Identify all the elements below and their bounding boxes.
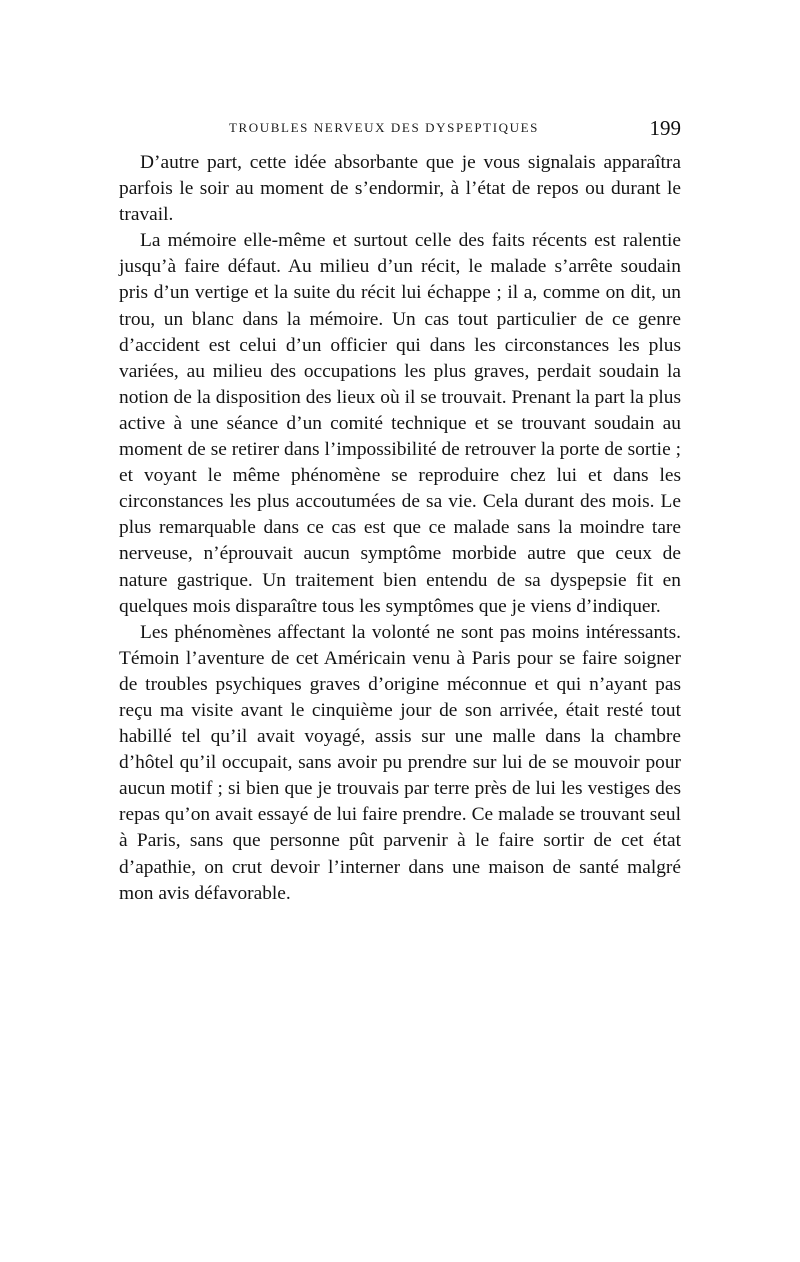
paragraph: La mémoire elle-même et surtout celle des faits récents est ralentie jusqu’à faire défaut. Au milieu d’un récit, le malade s’arrête soudain pris d’un vertige et la suite du récit lui échappe ; il a, comme on dit, un trou, un blanc dans la mémoire. Un cas tout particulier de ce genre d’accident est celui d’un officier qui dans les circonstances les plus variées, au milieu des occupations les plus graves, perdait soudain la notion de la disposition des lieux où il se trouvait. Prenant la part la plus active à une séance d’un comité technique et se trouvant soudain au moment de se retirer dans l’impossibilité de retrouver la porte de sortie ; et voyant le même phénomène se reproduire chez lui et dans les circonstances les plus accoutumées de sa vie. Cela durant des mois. Le plus remarquable dans ce cas est que ce malade sans la moindre tare nerveuse, n’éprouvait aucun symptôme morbide autre que ceux de nature gastrique. Un traitement bien entendu de sa dyspepsie fit en quelques mois disparaître tous les symptômes que je viens d’indiquer. bbox=[119, 230, 681, 617]
paragraph: Les phénomènes affectant la volonté ne sont pas moins intéressants. Témoin l’aventure de cet Américain venu à Paris pour se faire soigner de troubles psychiques graves d’origine méconnue et qui n’ayant pas reçu ma visite avant le cinquième jour de son arrivée, était resté tout habillé tel qu’il avait voyagé, assis sur une malle dans la chambre d’hôtel qu’il occupait, sans avoir pu prendre sur lui de se mouvoir pour aucun motif ; si bien que je trouvais par terre près de lui les vestiges des repas qu’on avait essayé de lui faire prendre. Ce malade se trouvant seul à Paris, sans que personne pût parvenir à le faire sortir de cet état d’apathie, on crut devoir l’interner dans une maison de santé malgré mon avis défavorable. bbox=[119, 621, 681, 904]
running-head bbox=[119, 116, 681, 144]
page-number: 199 bbox=[649, 116, 681, 140]
running-title: TROUBLES NERVEUX DES DYSPEPTIQUES bbox=[229, 120, 539, 135]
body-text bbox=[119, 150, 681, 907]
paragraph: D’autre part, cette idée absorbante que je vous signalais apparaîtra parfois le soir au moment de s’endormir, à l’état de repos ou durant le travail. bbox=[119, 152, 681, 226]
